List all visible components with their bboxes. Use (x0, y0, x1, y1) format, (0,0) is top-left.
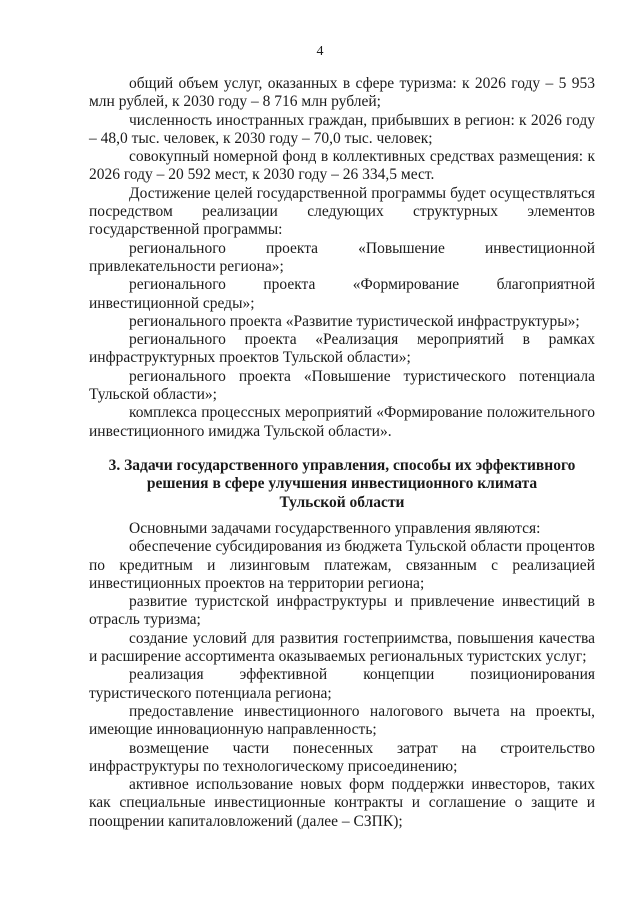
task-investment-tax-deduction: предоставление инвестиционного налогового вычета на проекты, имеющие инновационную направленность; (89, 702, 595, 739)
list-item-tourism-potential: регионального проекта «Повышение туристического потенциала Тульской области»; (89, 367, 595, 404)
bottom-text-block (89, 520, 595, 831)
task-hospitality-conditions: создание условий для развития гостеприимства, повышения качества и расширение ассортимента оказываемых региональных туристских услуг; (89, 629, 595, 666)
list-item-tourism-infrastructure: регионального проекта «Развитие туристической инфраструктуры»; (129, 312, 580, 330)
list-item-investment-image: комплекса процессных мероприятий «Формирование положительного инвестиционного имиджа Тульской области». (89, 404, 595, 440)
task-positioning-concept: реализация эффективной концепции позиционирования туристического потенциала региона; (89, 666, 595, 702)
paragraph-room-fund: совокупный номерной фонд в коллективных средствах размещения: к 2026 году – 20 592 мест, к 2030 году – 26 334,5 мест. (89, 148, 595, 184)
task-connection-costs: возмещение части понесенных затрат на строительство инфраструктуры по технологическому присоединению; (89, 739, 595, 775)
list-item-favorable-environment: регионального проекта «Формирование благоприятной инвестиционной среды»; (89, 276, 595, 312)
task-tourism-infrastructure: развитие туристской инфраструктуры и привлечение инвестиций в отрасль туризма; (89, 593, 595, 629)
page-number: 4 (316, 44, 324, 59)
paragraph-foreign-citizens: численность иностранных граждан, прибывших в регион: к 2026 году – 48,0 тыс. человек, к 2030 году – 70,0 тыс. человек; (89, 111, 595, 147)
paragraph-tasks-intro: Основными задачами государственного управления являются: (129, 520, 541, 537)
list-item-infrastructure-projects: регионального проекта «Реализация мероприятий в рамках инфраструктурных проектов Тульской области»; (89, 331, 595, 367)
section-heading (89, 457, 595, 512)
top-text-block (89, 75, 595, 441)
task-new-support-forms: активное использование новых форм поддержки инвесторов, таких как специальные инвестиционные контракты и соглашение о защите и поощрении капиталовложений (далее – СЗПК); (89, 776, 595, 830)
section-heading-line-2: решения в сфере улучшения инвестиционного климата (146, 475, 538, 493)
paragraph-program-elements-intro: Достижение целей государственной программы будет осуществляться посредством реализации следующих структурных элементов государственной программы: (89, 184, 595, 239)
section-heading-line-1: 3. Задачи государственного управления, способы их эффективного (108, 457, 576, 474)
section-heading-line-3: Тульской области (279, 493, 405, 511)
task-subsidizing-interest: обеспечение субсидирования из бюджета Тульской области процентов по кредитным и лизинговым платежам, связанным с реализацией инвестиционных проектов на территории региона; (89, 538, 595, 592)
paragraph-tourism-services: общий объем услуг, оказанных в сфере туризма: к 2026 году – 5 953 млн рублей, к 2030 году – 8 716 млн рублей; (89, 75, 595, 111)
list-item-investment-attractiveness: регионального проекта «Повышение инвестиционной привлекательности региона»; (89, 239, 595, 275)
